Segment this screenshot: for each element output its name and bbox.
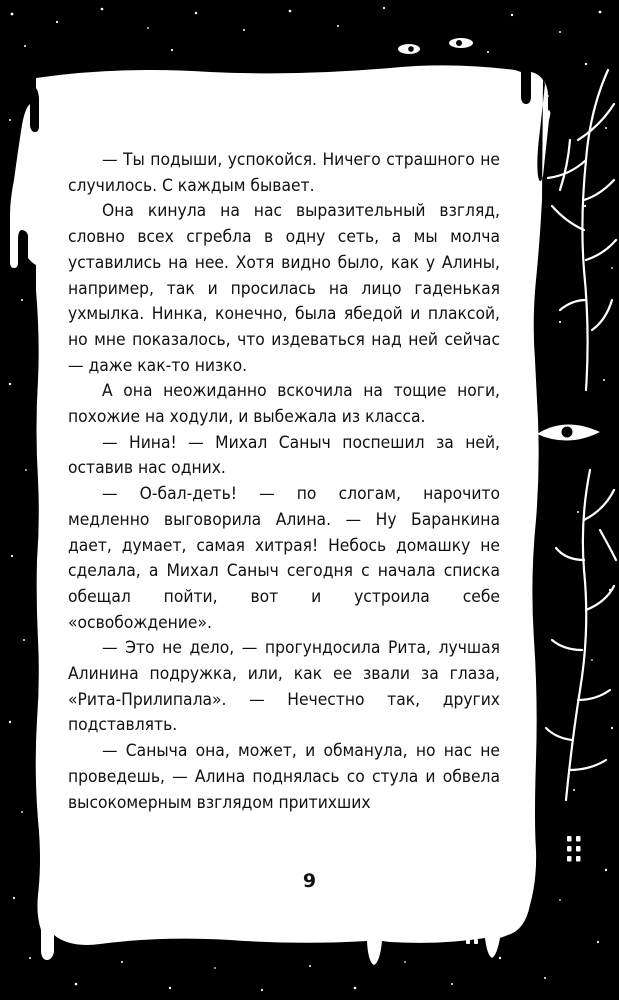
- paragraph-7: — Саныча она, может, и обманула, но нас не проведешь, — Алина поднялась со стула и обвела высокомерным взглядом притихших: [68, 741, 500, 813]
- page-text: [68, 148, 500, 816]
- paragraph-2: Она кинула на нас выразительный взгляд, словно всех сгребла в одну сеть, а мы молча уставились на нее. Хотя видно было, как у Алины, например, так и просилась на лицо гаденькая ухмылка. Нинка, конечно, была ябедой и плаксой, но мне показалось, что издеваться над ней сейчас — даже как-то низко.: [68, 201, 500, 376]
- paragraph-4: — Нина! — Михал Саныч поспешил за ней, оставив нас одних.: [68, 432, 500, 479]
- page-number: 9: [302, 870, 317, 892]
- paragraph-3: А она неожиданно вскочила на тощие ноги, похожие на ходули, и выбежала из класса.: [68, 381, 500, 428]
- paragraph-6: — Это не дело, — прогундосила Рита, лучшая Алинина подружка, или, как ее звали за глаза, «Рита-Прилипала». — Нечестно так, других подставлять.: [68, 638, 500, 736]
- paragraph-1: — Ты подыши, успокойся. Ничего страшного не случилось. С каждым бывает.: [68, 150, 500, 196]
- paragraph-5: — О-бал-деть! — по слогам, нарочито медленно выговорила Алина. — Ну Баранкина дает, думает, самая хитрая! Небось домашку не сделала, а Михал Саныч сегодня с начала списка обещал пойти, вот и устроила себе «освобождение».: [68, 484, 500, 633]
